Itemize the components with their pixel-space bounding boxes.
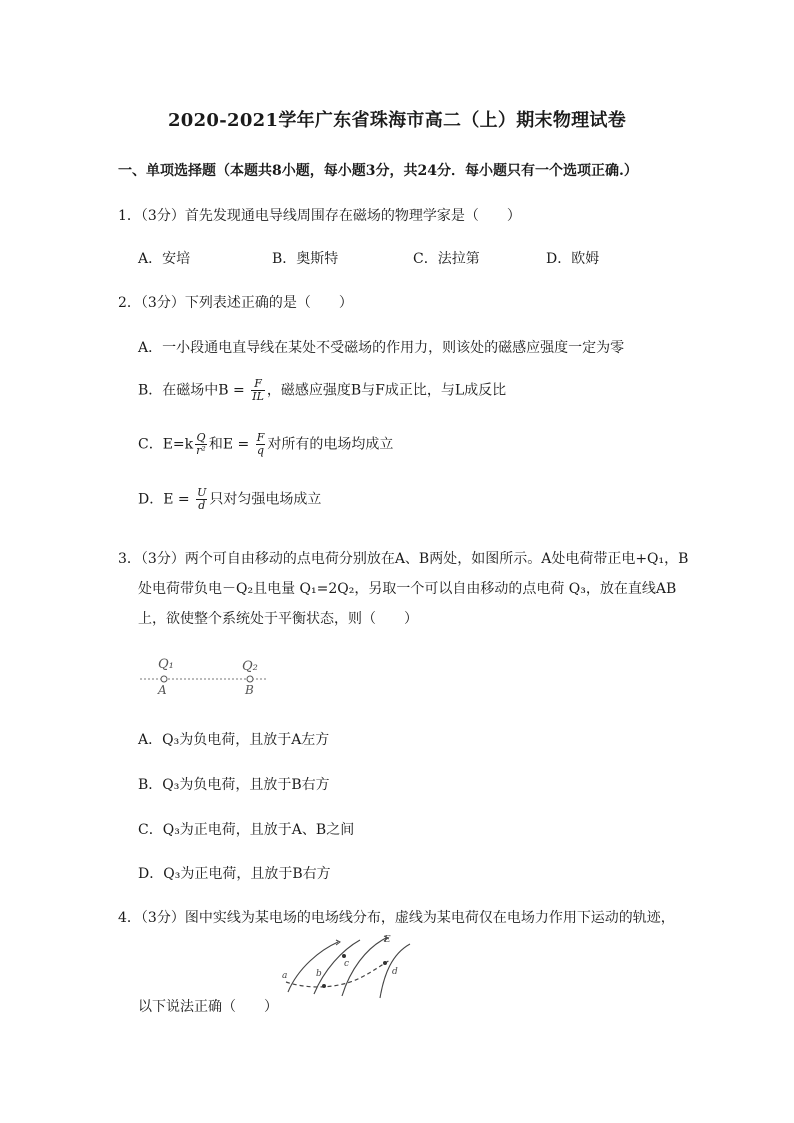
question-4-stem: 4．（3分）图中实线为某电场的电场线分布，虚线为某电荷仅在电场力作用下运动的轨迹， xyxy=(118,910,675,926)
question-2-stem: 2．（3分）下列表述正确的是（ ） xyxy=(118,295,353,311)
label-a: A xyxy=(158,683,167,697)
question-2-option-a: A．一小段通电直导线在某处不受磁场的作用力，则该处的磁感应强度一定为零 xyxy=(138,340,625,356)
section-heading: 一、单项选择题（本题共8小题，每小题3分，共24分．每小题只有一个选项正确.） xyxy=(118,163,638,179)
question-2-option-b: B．在磁场中B = $\frac{F}{IL}$ ，磁感应强度B与F成正比，与L成反比 xyxy=(138,377,507,403)
point-b xyxy=(322,984,326,988)
label-q2: Q₂ xyxy=(242,659,258,674)
label-a: a xyxy=(282,971,288,981)
trajectory xyxy=(286,960,390,987)
question-4-tail: 以下说法正确（ ） xyxy=(138,999,278,1015)
question-3-stem-line-3: 上，欲使整个系统处于平衡状态，则（ ） xyxy=(138,611,418,627)
label-e: E xyxy=(384,935,391,945)
label-q1: Q₁ xyxy=(158,657,174,672)
question-1-option-b: B．奥斯特 xyxy=(272,251,339,267)
question-3-option-a: A．Q₃为负电荷，且放于A左方 xyxy=(138,732,330,748)
field-lines-diagram xyxy=(280,930,415,1000)
question-3-stem-line-1: 3．（3分）两个可自由移动的点电荷分别放在A、B两处，如图所示。A处电荷带正电+Q₁，B xyxy=(118,551,689,567)
point-c xyxy=(342,954,346,958)
question-1-stem: 1．（3分）首先发现通电导线周围存在磁场的物理学家是（ ） xyxy=(118,208,521,224)
charge-a-dot xyxy=(161,676,167,682)
question-2-option-d: D．E = $\frac{U}{d}$ 只对匀强电场成立 xyxy=(138,486,322,512)
label-d: d xyxy=(392,967,398,977)
exam-title: 2020-2021学年广东省珠海市高二（上）期末物理试卷 xyxy=(167,110,627,131)
question-1-option-d: D．欧姆 xyxy=(546,251,600,267)
fraction-u-over-d: $\frac{U}{d}$ xyxy=(197,486,207,512)
fraction-q-over-r2: $\frac{Q}{\text{r²}}$ xyxy=(196,431,206,457)
charge-b-dot xyxy=(247,676,253,682)
charges-diagram xyxy=(138,650,278,700)
question-3-option-b: B．Q₃为负电荷，且放于B右方 xyxy=(138,777,330,793)
question-2-option-c: C．E=k $\frac{Q}{\text{r²}}$ 和E = $\frac{F}{q}$ 对所有的电场均成立 xyxy=(138,431,394,457)
label-b: b xyxy=(316,969,322,979)
question-3-option-c: C．Q₃为正电荷，且放于A、B之间 xyxy=(138,822,355,838)
question-3-option-d: D．Q₃为正电荷，且放于B右方 xyxy=(138,866,331,882)
fraction-f-over-q: $\frac{F}{q}$ xyxy=(256,431,265,457)
fraction-f-over-il: $\frac{F}{IL}$ xyxy=(252,377,264,403)
label-b: B xyxy=(245,683,254,697)
question-1-option-a: A．安培 xyxy=(138,251,191,267)
question-1-option-c: C．法拉第 xyxy=(413,251,480,267)
label-c: c xyxy=(344,959,350,969)
point-d xyxy=(383,961,387,965)
question-3-stem-line-2: 处电荷带负电－Q₂且电量 Q₁=2Q₂，另取一个可以自由移动的点电荷 Q₃，放在直线AB xyxy=(138,581,677,597)
